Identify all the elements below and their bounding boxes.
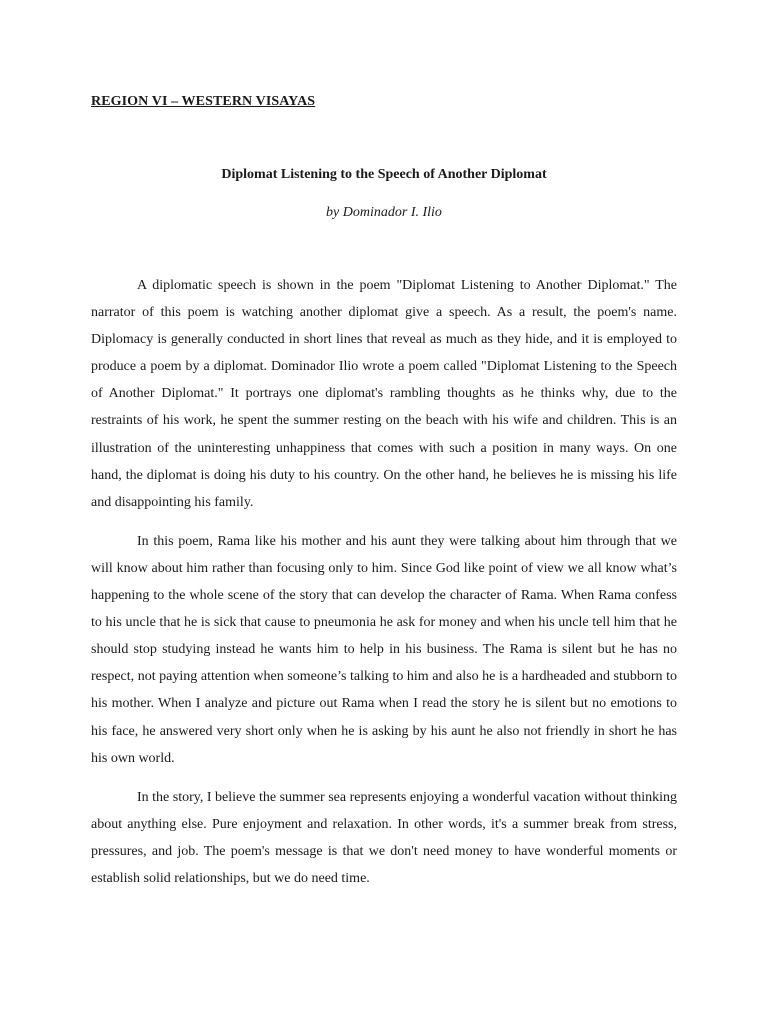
body-text	[91, 272, 677, 904]
paragraph-2: In this poem, Rama like his mother and his aunt they were talking about him through that we will know about him rather than focusing only to him. Since God like point of view we all know what’s happening to the whole scene of the story that can develop the character of Rama. When Rama confess to his uncle that he is sick that cause to pneumonia he ask for money and when his uncle tell him that he should stop studying instead he wants him to help in his business. The Rama is silent but he has no respect, not paying attention when someone’s talking to him and also he is a hardheaded and stubborn to his mother. When I analyze and picture out Rama when I read the story he is silent but no emotions to his face, he answered very short only when he is asking by his aunt he also not friendly in short he has his own world.	[91, 533, 677, 766]
region-heading: REGION VI – WESTERN VISAYAS	[91, 94, 316, 109]
paragraph-3: In the story, I believe the summer sea represents enjoying a wonderful vacation without thinking about anything else. Pure enjoyment and relaxation. In other words, it's a summer break from stress, pressures, and job. The poem's message is that we don't need money to have wonderful moments or establish solid relationships, but we do need time.	[91, 789, 677, 886]
author-line: by Dominador I. Ilio	[326, 205, 442, 220]
paragraph-1: A diplomatic speech is shown in the poem "Diplomat Listening to Another Diplomat." The narrator of this poem is watching another diplomat give a speech. As a result, the poem's name. Diplomacy is generally conducted in short lines that reveal as much as they hide, and it is employed to produce a poem by a diplomat. Dominador Ilio wrote a poem called "Diplomat Listening to the Speech of Another Diplomat." It portrays one diplomat's rambling thoughts as he thinks why, due to the restraints of his work, he spent the summer resting on the beach with his wife and children. This is an illustration of the uninteresting unhappiness that comes with such a position in many ways. On one hand, the diplomat is doing his duty to his country. On the other hand, he believes he is missing his life and disappointing his family.	[91, 278, 677, 510]
document-title: Diplomat Listening to the Speech of Another Diplomat	[221, 167, 547, 182]
